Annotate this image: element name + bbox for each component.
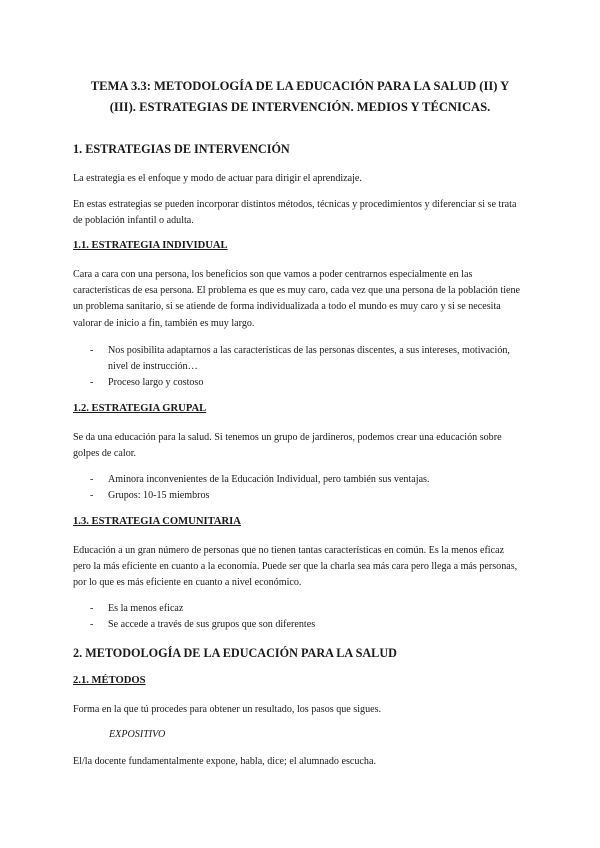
list-item: - Es la menos eficaz [73,601,523,617]
page-title [70,76,530,118]
subsection-1-3-list [73,601,523,633]
subsection-2-1-heading: 2.1. MÉTODOS [73,675,146,686]
section-1-paragraph-2: En estas estrategias se pueden incorporar distintos métodos, técnicas y procedimientos y diferenciar si se trata de población infantil o adulta. [73,199,517,227]
subsection-1-1-paragraph: Cara a cara con una persona, los beneficios son que vamos a poder centrarnos especialmente en las características de esa persona. El problema es que es muy caro, cada vez que una persona de la población tiene un problema sanitario, si se atiende de forma individualizada a todo el mundo es muy caro y si se necesita valorar de inicio a fin, también es muy largo. [73,269,521,329]
bullet-dash: - [90,619,94,631]
list-item: - Se accede a través de sus grupos que son diferentes [73,617,523,633]
subsection-1-2-list [73,472,523,504]
title-line-1: TEMA 3.3: METODOLOGÍA DE LA EDUCACIÓN PARA LA SALUD (II) Y [90,79,510,93]
list-item: - Aminora inconvenientes de la Educación Individual, pero también sus ventajas. [73,472,523,488]
subsection-1-1-list [73,343,523,392]
list-item: - Nos posibilita adaptarnos a las características de las personas discentes, a sus intereses, motivación, nivel de instrucción… [90,345,510,373]
bullet-dash: - [90,490,94,502]
subsection-1-3-heading: 1.3. ESTRATEGIA COMUNITARIA [73,516,241,527]
subsection-1-2-heading: 1.2. ESTRATEGIA GRUPAL [73,403,207,414]
bullet-dash: - [90,603,94,614]
subsection-1-3-paragraph: Educación a un gran número de personas que no tienen tantas características en común. Es la menos eficaz pero la más eficiente en cuanto a la economía. Puede ser que la charla sea más cara pero llega a más personas, por lo que es más eficiente en cuanto a nivel económico. [73,545,518,589]
section-1-paragraph-1: La estrategia es el enfoque y modo de actuar para dirigir el aprendizaje. [73,173,362,184]
list-item: - Grupos: 10-15 miembros [73,488,523,504]
subsection-2-1-paragraph: Forma en la que tú procedes para obtener un resultado, los pasos que sigues. [73,704,382,715]
method-description: El/la docente fundamentalmente expone, habla, dice; el alumnado escucha. [73,756,376,767]
bullet-dash: - [90,474,94,485]
list-item: - Proceso largo y costoso [73,375,523,391]
method-name: EXPOSITIVO [109,729,166,740]
subsection-1-2-paragraph: Se da una educación para la salud. Si tenemos un grupo de jardineros, podemos crear una educación sobre golpes de calor. [73,432,502,460]
bullet-dash: - [90,377,94,389]
section-1-heading: 1. ESTRATEGIAS DE INTERVENCIÓN [73,142,290,156]
subsection-1-1-heading: 1.1. ESTRATEGIA INDIVIDUAL [73,240,228,251]
bullet-dash: - [90,345,94,356]
section-2-heading: 2. METODOLOGÍA DE LA EDUCACIÓN PARA LA SALUD [73,646,397,660]
title-line-2: (III). ESTRATEGIAS DE INTERVENCIÓN. MEDIOS Y TÉCNICAS. [109,100,491,114]
